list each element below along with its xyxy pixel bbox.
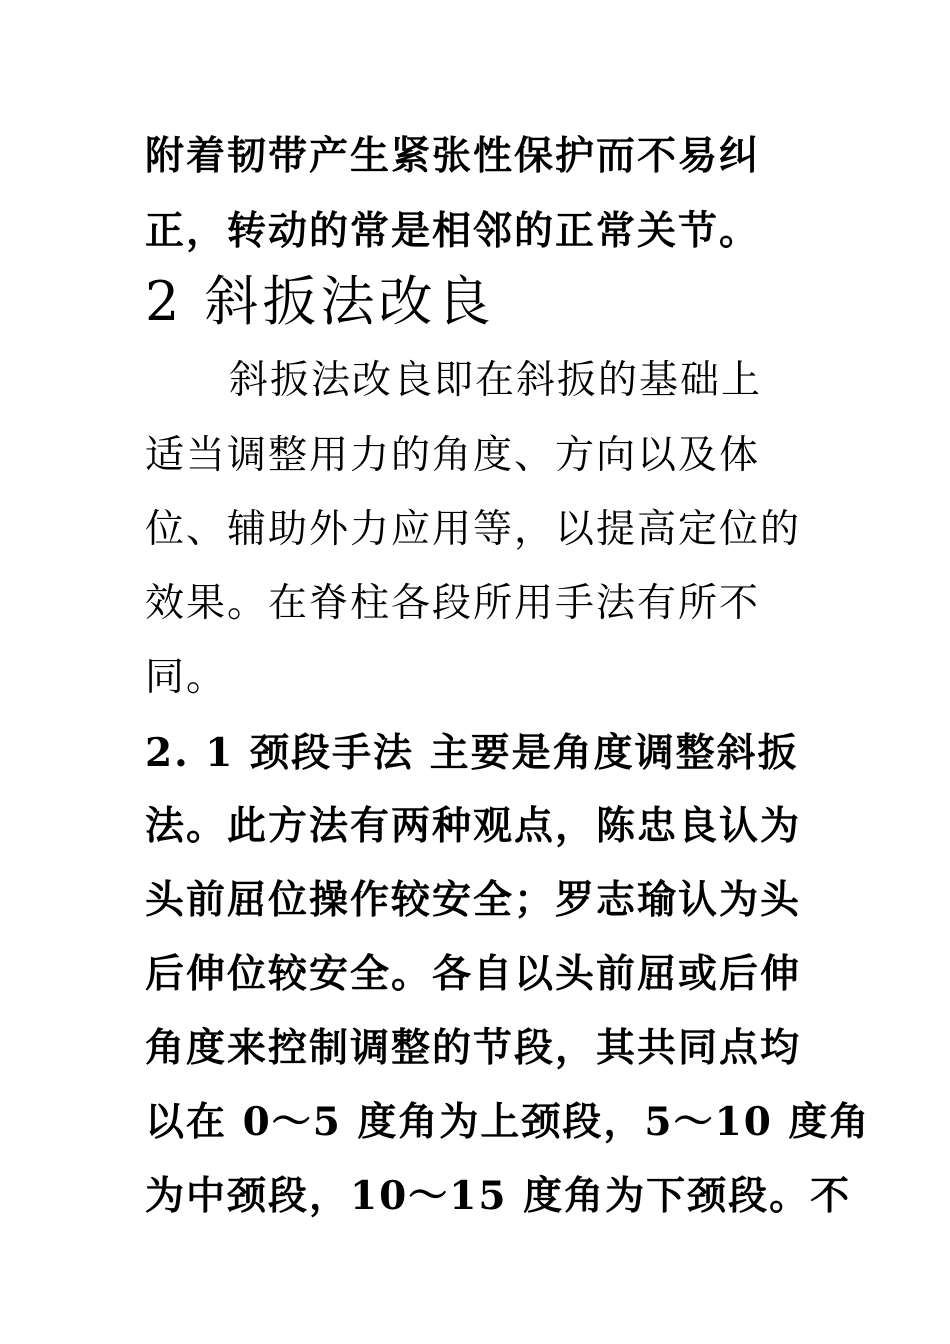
- subsection-line-3: 头前屈位操作较安全；罗志瑜认为头: [145, 877, 802, 923]
- subsection-line-1: 2. 1 颈段手法 主要是角度调整斜扳: [145, 730, 799, 776]
- subsection-line-6: 以在 0～5 度角为上颈段，5～10 度角: [145, 1099, 871, 1145]
- subsection-line-4: 后伸位较安全。各自以头前屈或后伸: [145, 951, 802, 997]
- paragraph-line-2: 适当调整用力的角度、方向以及体: [145, 433, 761, 478]
- subsection-line-7: 为中颈段，10～15 度角为下颈段。不: [145, 1173, 852, 1219]
- paragraph-line-5: 同。: [145, 655, 228, 700]
- text-line-2: 正，转动的常是相邻的正常关节。: [145, 208, 761, 254]
- paragraph-line-4: 效果。在脊柱各段所用手法有所不: [145, 581, 761, 626]
- paragraph-line-1: 斜扳法改良即在斜扳的基础上: [229, 358, 763, 403]
- subsection-line-2: 法。此方法有两种观点，陈忠良认为: [145, 803, 802, 849]
- text-line-1: 附着韧带产生紧张性保护而不易纠: [145, 133, 761, 179]
- section-heading: 2 斜扳法改良: [145, 270, 495, 333]
- paragraph-line-3: 位、辅助外力应用等，以提高定位的: [145, 507, 802, 552]
- subsection-line-5: 角度来控制调整的节段，其共同点均: [145, 1025, 802, 1071]
